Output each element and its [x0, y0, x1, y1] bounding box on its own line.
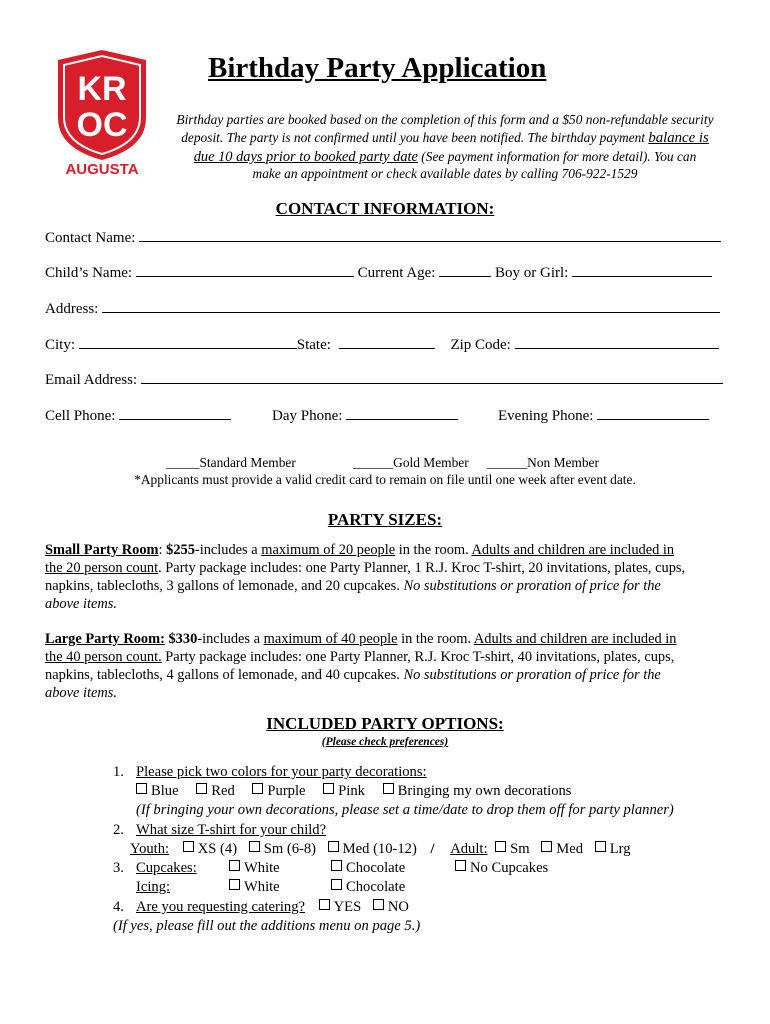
boy-girl-field[interactable] [572, 262, 712, 277]
q1-text: Please pick two colors for your party decorations: [136, 764, 427, 780]
page-title: Birthday Party Application [208, 52, 547, 84]
checkbox-icon [196, 783, 207, 794]
checkbox-icon [455, 860, 466, 871]
q2-number: 2. [113, 822, 124, 838]
logo-caption: AUGUSTA [65, 161, 139, 176]
checkbox-icon [183, 841, 194, 852]
own-decorations-option[interactable]: Bringing my own decorations [383, 783, 572, 799]
q2-text: What size T-shirt for your child? [136, 822, 327, 838]
checkbox-icon [373, 899, 384, 910]
membership-standard[interactable]: _____Standard Member [166, 455, 296, 470]
checkbox-icon [323, 783, 334, 794]
q1-number: 1. [113, 764, 124, 780]
icing-label: Icing: [136, 879, 171, 895]
icing-white-option[interactable]: White [229, 879, 280, 896]
checkbox-icon [331, 879, 342, 890]
color-blue-option[interactable]: Blue [136, 783, 179, 799]
cupcake-chocolate-option[interactable]: Chocolate [331, 860, 405, 877]
email-row: Email Address: [45, 369, 723, 389]
cell-phone-field[interactable] [119, 405, 231, 420]
checkbox-icon [252, 783, 263, 794]
adult-lrg-option[interactable]: Lrg [595, 841, 631, 857]
intro-line-3: due 10 days prior to booked party date (See payment information for more detail). You can [193, 149, 697, 165]
youth-xs-option[interactable]: XS (4) [183, 841, 237, 857]
tshirt-sizes: Youth: XS (4) Sm (6-8) Med (10-12) / Adult: Sm Med Lrg [130, 841, 631, 857]
membership-gold[interactable]: ______Gold Member [353, 455, 469, 470]
evening-phone-field[interactable] [597, 405, 709, 420]
zip-field[interactable] [515, 334, 719, 349]
evening-row: Evening Phone: [498, 405, 709, 425]
adult-sm-option[interactable]: Sm [495, 841, 529, 857]
party-sizes-heading: PARTY SIZES: [327, 510, 443, 529]
checkbox-icon [136, 783, 147, 794]
q4-note: (If yes, please fill out the additions menu on page 5.) [113, 918, 421, 934]
current-age-field[interactable] [439, 262, 491, 277]
checkbox-icon [331, 860, 342, 871]
icing-chocolate-option[interactable]: Chocolate [331, 879, 405, 896]
cupcake-white-option[interactable]: White [229, 860, 280, 877]
state-field[interactable] [339, 334, 435, 349]
intro-line-2: deposit. The party is not confirmed until you have been notified. The birthday payment balance is [181, 130, 709, 146]
child-row: Child’s Name: Current Age: Boy or Girl: [45, 262, 712, 282]
checkbox-icon [249, 841, 260, 852]
q4-number: 4. [113, 899, 124, 915]
email-field[interactable] [141, 369, 723, 384]
address-field[interactable] [102, 298, 720, 313]
checkbox-icon [229, 879, 240, 890]
contact-heading: CONTACT INFORMATION: [275, 199, 495, 218]
color-purple-option[interactable]: Purple [252, 783, 305, 799]
logo-line2: OC [76, 106, 128, 144]
day-row: Day Phone: [272, 405, 458, 425]
intro-line-1: Birthday parties are booked based on the completion of this form and a $50 non-refundable security [176, 112, 714, 127]
contact-name-field[interactable] [139, 227, 721, 242]
checkbox-icon [495, 841, 506, 852]
color-red-option[interactable]: Red [196, 783, 235, 799]
adult-med-option[interactable]: Med [541, 841, 583, 857]
checkbox-icon [383, 783, 394, 794]
checkbox-icon [229, 860, 240, 871]
youth-sm-option[interactable]: Sm (6-8) [249, 841, 316, 857]
q1-colors [136, 783, 571, 800]
color-pink-option[interactable]: Pink [323, 783, 365, 799]
child-name-field[interactable] [136, 262, 354, 277]
kroc-augusta-logo [54, 48, 150, 176]
q3-number: 3. [113, 860, 124, 876]
catering-yes-option[interactable]: YES [319, 899, 362, 915]
large-room-paragraph: Large Party Room: $330-includes a maximum of 40 people in the room. Adults and children are included in the 40 person count. Party package includes: one Party Planner, R.J. Kroc T-shirt, 40 invitations, plates, cups, napkins, tablecloths, 4 gallons of lemonade, and 40 cupcakes. No substitutions or proration of price for the above items. [45, 631, 677, 701]
checkbox-icon [319, 899, 330, 910]
options-heading: INCLUDED PARTY OPTIONS: [266, 714, 504, 733]
checkbox-icon [328, 841, 339, 852]
cupcakes-label: Cupcakes: [136, 860, 197, 876]
catering-no-option[interactable]: NO [373, 899, 409, 915]
options-subheading: (Please check preferences) [321, 736, 449, 748]
q1-note: (If bringing your own decorations, please set a time/date to drop them off for party planner) [136, 802, 674, 818]
day-phone-field[interactable] [346, 405, 458, 420]
membership-non[interactable]: ______Non Member [487, 455, 599, 470]
logo-line1: KR [77, 70, 127, 108]
credit-card-note: *Applicants must provide a valid credit card to remain on file until one week after event date. [134, 472, 636, 487]
contact-name-row: Contact Name: [45, 227, 721, 247]
no-cupcakes-option[interactable]: No Cupcakes [455, 860, 548, 877]
small-room-paragraph: Small Party Room: $255-includes a maximum of 20 people in the room. Adults and children are included in the 20 person count. Party package includes: one Party Planner, 1 R.J. Kroc T-shirt, 20 invitations, plates, cups, napkins, tablecloths, 3 gallons of lemonade, and 20 cupcakes. No substitutions or proration of price for the above items. [45, 542, 686, 612]
checkbox-icon [595, 841, 606, 852]
cell-row: Cell Phone: [45, 405, 231, 425]
city-row: City: State: Zip Code: [45, 334, 719, 354]
youth-med-option[interactable]: Med (10-12) [328, 841, 417, 857]
checkbox-icon [541, 841, 552, 852]
q4-row: Are you requesting catering? YES NO [136, 899, 409, 915]
address-row: Address: [45, 298, 720, 318]
intro-line-4: make an appointment or check available dates by calling 706-922-1529 [252, 166, 638, 181]
city-field[interactable] [79, 334, 297, 349]
